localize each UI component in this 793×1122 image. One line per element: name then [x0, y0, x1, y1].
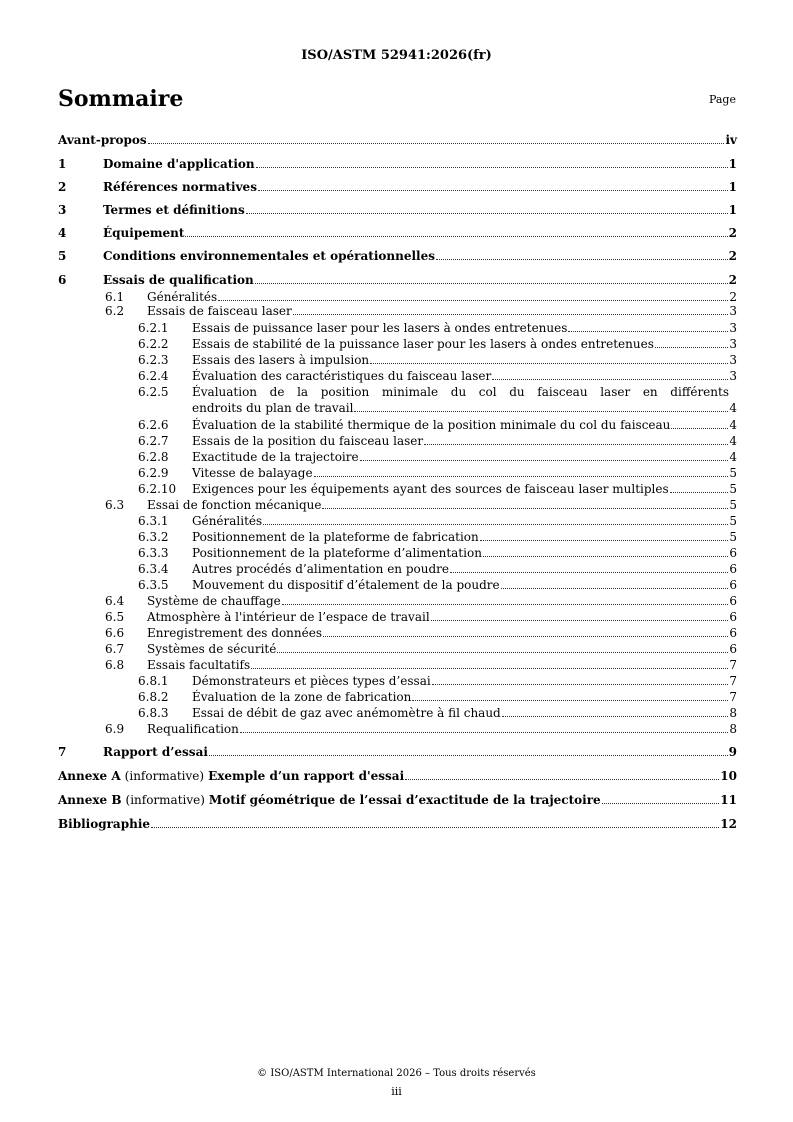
toc-entry-number: 6 — [58, 273, 67, 287]
toc-leader-dots — [218, 300, 728, 301]
toc-entry-number: 6.5 — [105, 610, 125, 624]
toc-entry-title: Motif géométrique de l’essai d’exactitude de la trajectoire — [208, 793, 601, 807]
toc-entry-title: Équipement — [103, 226, 185, 240]
toc-entry-title: Atmosphère à l'intérieur de l’espace de travail — [147, 610, 430, 624]
toc-entry-title: Généralités — [147, 290, 218, 304]
toc-entry-title: Système de chauffage — [147, 594, 281, 608]
toc-entry-title: Essais de la position du faisceau laser — [192, 434, 424, 448]
toc-annex-label: Annexe B — [58, 793, 122, 807]
toc-leader-dots — [483, 556, 728, 557]
toc-entry[interactable] — [58, 353, 737, 367]
toc-entry[interactable] — [58, 273, 737, 287]
toc-entry-title: Domaine d'application — [103, 157, 255, 171]
toc-page-number: 10 — [720, 769, 737, 783]
toc-leader-dots — [256, 167, 728, 168]
toc-entry[interactable] — [58, 226, 737, 240]
toc-leader-dots — [251, 668, 728, 669]
toc-entry[interactable] — [58, 594, 737, 608]
toc-page-number: 5 — [729, 466, 737, 480]
toc-entry-number: 6.3.4 — [138, 562, 169, 576]
toc-page-number: 5 — [729, 482, 737, 496]
toc-entry-title: Essais des lasers à impulsion — [192, 353, 370, 367]
toc-entry[interactable] — [58, 482, 737, 496]
toc-entry-title: Essais facultatifs — [147, 658, 251, 672]
toc-leader-dots — [322, 508, 728, 509]
copyright-footer: © ISO/ASTM International 2026 – Tous droits réservés — [257, 1068, 536, 1079]
toc-entry[interactable] — [58, 690, 737, 704]
toc-entry-title: Essais de puissance laser pour les lasers à ondes entretenues — [192, 321, 568, 335]
toc-entry-title: Vitesse de balayage — [192, 466, 313, 480]
toc-leader-dots — [655, 347, 728, 348]
toc-entry-number: 6.2.4 — [138, 369, 169, 383]
toc-entry[interactable] — [58, 562, 737, 576]
toc-entry-number: 6.2.3 — [138, 353, 169, 367]
toc-entry[interactable] — [58, 133, 737, 147]
toc-leader-dots — [568, 331, 728, 332]
toc-page-number: 6 — [729, 546, 737, 560]
toc-leader-dots — [670, 492, 729, 493]
toc-entry[interactable] — [58, 385, 737, 415]
toc-entry[interactable] — [58, 706, 737, 720]
toc-entry[interactable] — [58, 658, 737, 672]
toc-entry-number: 6.2.1 — [138, 321, 169, 335]
toc-entry-number: 6.3.3 — [138, 546, 169, 560]
toc-leader-dots — [405, 779, 719, 780]
toc-entry-title: Systèmes de sécurité — [147, 642, 277, 656]
toc-entry-number: 6.6 — [105, 626, 125, 640]
toc-leader-dots — [602, 803, 720, 804]
toc-entry[interactable] — [58, 180, 737, 194]
toc-entry-title-continued: endroits du plan de travail — [192, 401, 354, 415]
toc-page-number: 11 — [720, 793, 737, 807]
toc-entry-number: 6.2.10 — [138, 482, 177, 496]
toc-entry[interactable] — [58, 769, 737, 783]
toc-leader-dots — [263, 524, 728, 525]
toc-entry-number: 6.3 — [105, 498, 125, 512]
toc-entry[interactable] — [58, 817, 737, 831]
toc-leader-dots — [148, 143, 725, 144]
toc-entry[interactable] — [58, 369, 737, 383]
toc-page-number: 4 — [729, 434, 737, 448]
toc-entry[interactable] — [58, 249, 737, 263]
toc-leader-dots — [431, 620, 729, 621]
toc-entry-number: 6.4 — [105, 594, 125, 608]
toc-page-number: 3 — [729, 353, 737, 367]
toc-leader-dots — [501, 588, 729, 589]
toc-entry-number: 6.9 — [105, 722, 125, 736]
toc-entry-title: Exactitude de la trajectoire — [192, 450, 359, 464]
toc-entry-title: Conditions environnementales et opérationnelles — [103, 249, 435, 263]
toc-entry-title: Exigences pour les équipements ayant des sources de faisceau laser multiples — [192, 482, 669, 496]
toc-leader-dots — [293, 314, 729, 315]
toc-entry[interactable] — [58, 546, 737, 560]
toc-entry-number: 6.2.9 — [138, 466, 169, 480]
toc-entry[interactable] — [58, 434, 737, 448]
toc-page-number: 5 — [729, 498, 737, 512]
toc-page-number: 7 — [729, 674, 737, 688]
toc-page-number: 3 — [729, 337, 737, 351]
toc-entry-title: Bibliographie — [58, 817, 151, 831]
toc-leader-dots — [424, 444, 728, 445]
toc-page-number: 2 — [728, 273, 737, 287]
toc-entry[interactable] — [58, 157, 737, 171]
toc-entry-title: Mouvement du dispositif d’étalement de la poudre — [192, 578, 500, 592]
toc-entry-number: 6.3.5 — [138, 578, 169, 592]
toc-entry[interactable] — [58, 793, 737, 807]
toc-leader-dots — [255, 283, 728, 284]
toc-leader-dots — [314, 476, 729, 477]
toc-annex-informative: (informative) — [124, 769, 205, 783]
toc-page-number: 2 — [728, 249, 737, 263]
toc-leader-dots — [258, 190, 728, 191]
toc-page-number: 9 — [728, 745, 737, 759]
toc-page-number: 6 — [729, 594, 737, 608]
toc-page-number: 2 — [729, 290, 737, 304]
toc-entry-number: 5 — [58, 249, 67, 263]
toc-leader-dots — [492, 379, 728, 380]
toc-entry-title: Essai de débit de gaz avec anémomètre à fil chaud — [192, 706, 501, 720]
toc-page-number: 3 — [729, 304, 737, 318]
toc-leader-dots — [354, 411, 728, 412]
toc-entry-title: Requalification — [147, 722, 239, 736]
toc-page-number: 4 — [729, 418, 737, 432]
toc-page-number: 12 — [720, 817, 737, 831]
toc-annex-informative: (informative) — [125, 793, 205, 807]
toc-entry-title: Généralités — [192, 514, 263, 528]
toc-page-number: 6 — [729, 562, 737, 576]
toc-page-number: 5 — [729, 530, 737, 544]
toc-entry-number: 6.8.2 — [138, 690, 169, 704]
toc-entry-title: Positionnement de la plateforme de fabrication — [192, 530, 479, 544]
toc-entry-title: Essais de faisceau laser — [147, 304, 292, 318]
toc-entry-number: 2 — [58, 180, 67, 194]
toc-entry-number: 3 — [58, 203, 67, 217]
toc-entry-number: 1 — [58, 157, 67, 171]
page-title: Sommaire — [58, 86, 184, 112]
toc-entry-number: 7 — [58, 745, 67, 759]
toc-page-number: 2 — [728, 226, 737, 240]
toc-page-number: 5 — [729, 514, 737, 528]
toc-entry[interactable] — [58, 642, 737, 656]
toc-entry[interactable] — [58, 745, 737, 759]
toc-entry-title: Références normatives — [103, 180, 257, 194]
toc-entry[interactable] — [58, 578, 737, 592]
toc-entry-title: Évaluation des caractéristiques du faisceau laser — [192, 369, 492, 383]
page-column-label: Page — [708, 93, 736, 106]
toc-entry[interactable] — [58, 466, 737, 480]
toc-entry-title: Essais de qualification — [103, 273, 254, 287]
toc-entry-title: Essais de stabilité de la puissance laser pour les lasers à ondes entretenues — [192, 337, 654, 351]
toc-entry-title: Termes et définitions — [103, 203, 245, 217]
toc-leader-dots — [246, 213, 728, 214]
toc-entry-number: 6.2 — [105, 304, 125, 318]
toc-leader-dots — [360, 460, 729, 461]
document-header: ISO/ASTM 52941:2026(fr) — [301, 48, 492, 63]
toc-entry-title: Enregistrement des données — [147, 626, 322, 640]
toc-entry-title: Évaluation de la position minimale du col du faisceau laser en différents — [192, 385, 729, 399]
toc-entry[interactable] — [58, 337, 737, 351]
toc-entry-number: 6.7 — [105, 642, 125, 656]
toc-leader-dots — [323, 636, 728, 637]
toc-page-number: 7 — [729, 690, 737, 704]
toc-entry[interactable] — [58, 626, 737, 640]
toc-leader-dots — [282, 604, 729, 605]
toc-page-number: 3 — [729, 321, 737, 335]
toc-leader-dots — [671, 428, 728, 429]
toc-entry-number: 6.2.2 — [138, 337, 169, 351]
toc-leader-dots — [450, 572, 728, 573]
toc-entry[interactable] — [58, 498, 737, 512]
toc-entry-number: 6.3.1 — [138, 514, 169, 528]
toc-page-number: 6 — [729, 626, 737, 640]
toc-annex-label: Annexe A — [58, 769, 121, 783]
toc-entry[interactable] — [58, 290, 737, 304]
toc-entry[interactable] — [58, 203, 737, 217]
toc-leader-dots — [240, 732, 728, 733]
toc-entry-number: 4 — [58, 226, 67, 240]
toc-leader-dots — [502, 716, 729, 717]
toc-entry-title: Essai de fonction mécanique — [147, 498, 322, 512]
toc-entry-title: Positionnement de la plateforme d’alimentation — [192, 546, 482, 560]
toc-entry-title: Avant-propos — [58, 133, 147, 147]
toc-leader-dots — [480, 540, 729, 541]
toc-entry[interactable] — [58, 674, 737, 688]
toc-page-number: 8 — [729, 706, 737, 720]
toc-leader-dots — [277, 652, 728, 653]
toc-entry-number: 6.8.1 — [138, 674, 169, 688]
toc-leader-dots — [370, 363, 728, 364]
page-number: iii — [391, 1085, 402, 1098]
toc-page-number: 1 — [728, 157, 737, 171]
toc-page-number: 6 — [729, 610, 737, 624]
toc-page-number: 3 — [729, 369, 737, 383]
toc-entry[interactable] — [58, 722, 737, 736]
toc-page-number: 8 — [729, 722, 737, 736]
toc-entry-title: Évaluation de la zone de fabrication — [192, 690, 412, 704]
toc-page-number: 6 — [729, 578, 737, 592]
toc-entry-title: Exemple d’un rapport d'essai — [208, 769, 405, 783]
toc-page-number: iv — [725, 133, 737, 147]
toc-entry-title: Rapport d’essai — [103, 745, 208, 759]
toc-entry-number: 6.3.2 — [138, 530, 169, 544]
toc-entry-number: 6.2.6 — [138, 418, 169, 432]
toc-leader-dots — [436, 259, 728, 260]
toc-entry[interactable] — [58, 530, 737, 544]
toc-page-number: 6 — [729, 642, 737, 656]
toc-page-number: 4 — [729, 450, 737, 464]
toc-entry-number: 6.2.7 — [138, 434, 169, 448]
toc-page-number: 7 — [729, 658, 737, 672]
toc-leader-dots — [412, 700, 728, 701]
toc-entry-number: 6.2.8 — [138, 450, 169, 464]
toc-entry-title: Autres procédés d’alimentation en poudre — [192, 562, 449, 576]
toc-entry[interactable] — [58, 321, 737, 335]
toc-entry[interactable] — [58, 450, 737, 464]
toc-leader-dots — [209, 755, 728, 756]
toc-leader-dots — [185, 236, 727, 237]
toc-entry[interactable] — [58, 304, 737, 318]
toc-page-number: 4 — [729, 401, 737, 415]
toc-leader-dots — [432, 684, 729, 685]
toc-entry[interactable] — [58, 418, 737, 432]
toc-entry[interactable] — [58, 610, 737, 624]
toc-entry-number: 6.1 — [105, 290, 125, 304]
toc-entry-number: 6.8 — [105, 658, 125, 672]
toc-entry-title: Démonstrateurs et pièces types d’essai — [192, 674, 431, 688]
toc-entry[interactable] — [58, 514, 737, 528]
toc-entry-title: Évaluation de la stabilité thermique de la position minimale du col du faisceau — [192, 418, 671, 432]
toc-page-number: 1 — [728, 180, 737, 194]
toc-leader-dots — [151, 827, 719, 828]
toc-entry-number: 6.8.3 — [138, 706, 169, 720]
toc-page-number: 1 — [728, 203, 737, 217]
toc-entry-number: 6.2.5 — [138, 385, 169, 399]
